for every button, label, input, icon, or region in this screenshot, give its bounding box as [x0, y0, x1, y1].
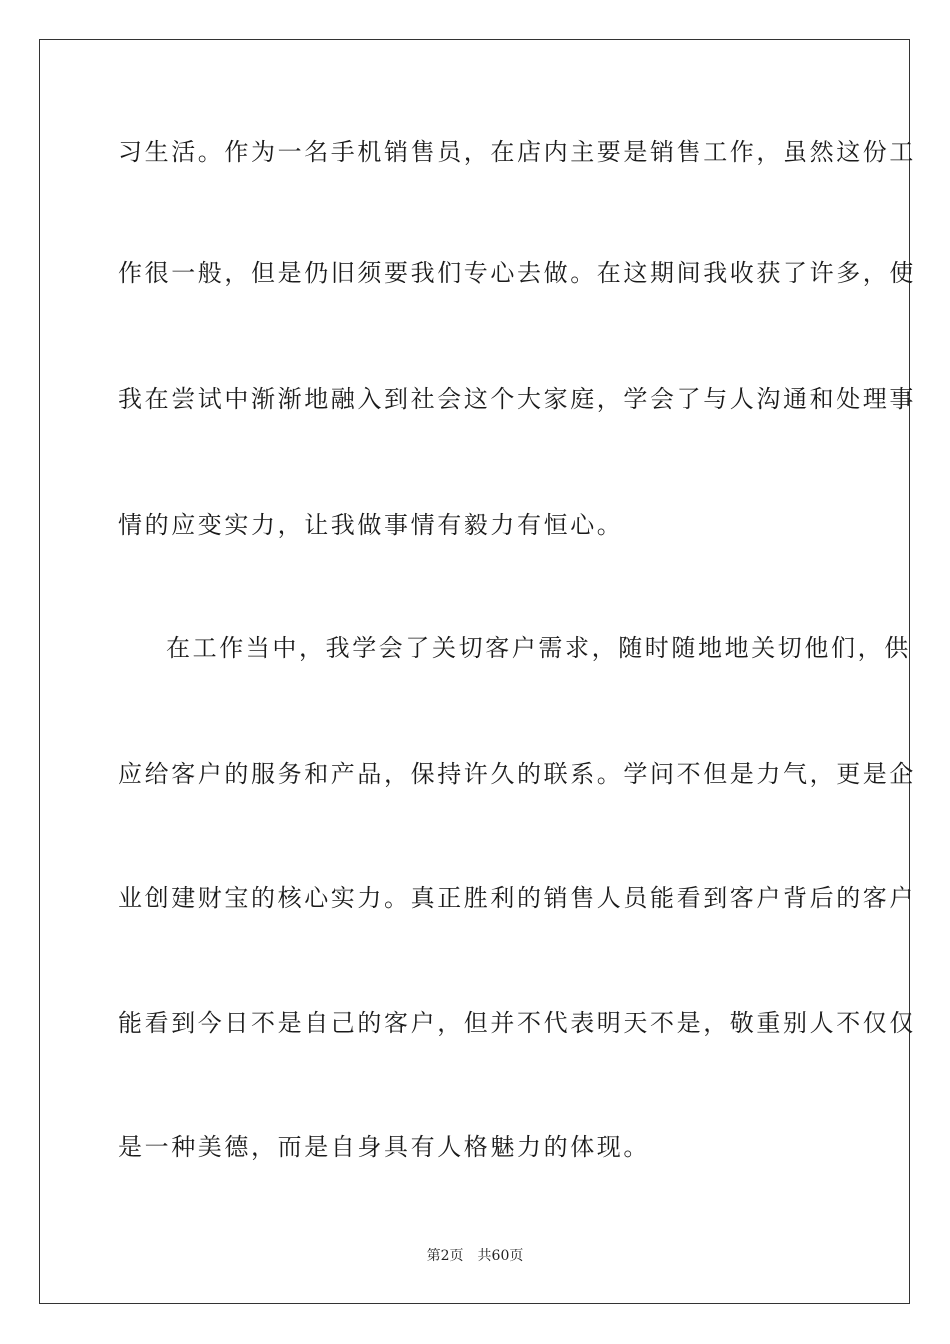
- text-line-1: 习生活。作为一名手机销售员，在店内主要是销售工作，虽然这份工: [118, 138, 916, 166]
- text-line-7: 业创建财宝的核心实力。真正胜利的销售人员能看到客户背后的客户: [118, 884, 916, 912]
- text-line-2: 作很一般，但是仍旧须要我们专心去做。在这期间我收获了许多，使: [118, 259, 916, 287]
- page-footer: [0, 1247, 950, 1265]
- page-border: [39, 39, 916, 1304]
- text-line-4: 情的应变实力，让我做事情有毅力有恒心。: [118, 511, 624, 539]
- text-line-8: 能看到今日不是自己的客户，但并不代表明天不是，敬重别人不仅仅: [118, 1009, 916, 1037]
- page-number-total: 共60页: [477, 1248, 524, 1264]
- text-line-9: 是一种美德，而是自身具有人格魅力的体现。: [118, 1133, 650, 1161]
- page-number-current: 第2页: [426, 1248, 464, 1264]
- text-line-5-paragraph-start: 在工作当中，我学会了关切客户需求，随时随地地关切他们，供: [166, 634, 911, 662]
- text-line-6: 应给客户的服务和产品，保持许久的联系。学问不但是力气，更是企: [118, 760, 916, 788]
- text-line-3: 我在尝试中渐渐地融入到社会这个大家庭，学会了与人沟通和处理事: [118, 385, 916, 413]
